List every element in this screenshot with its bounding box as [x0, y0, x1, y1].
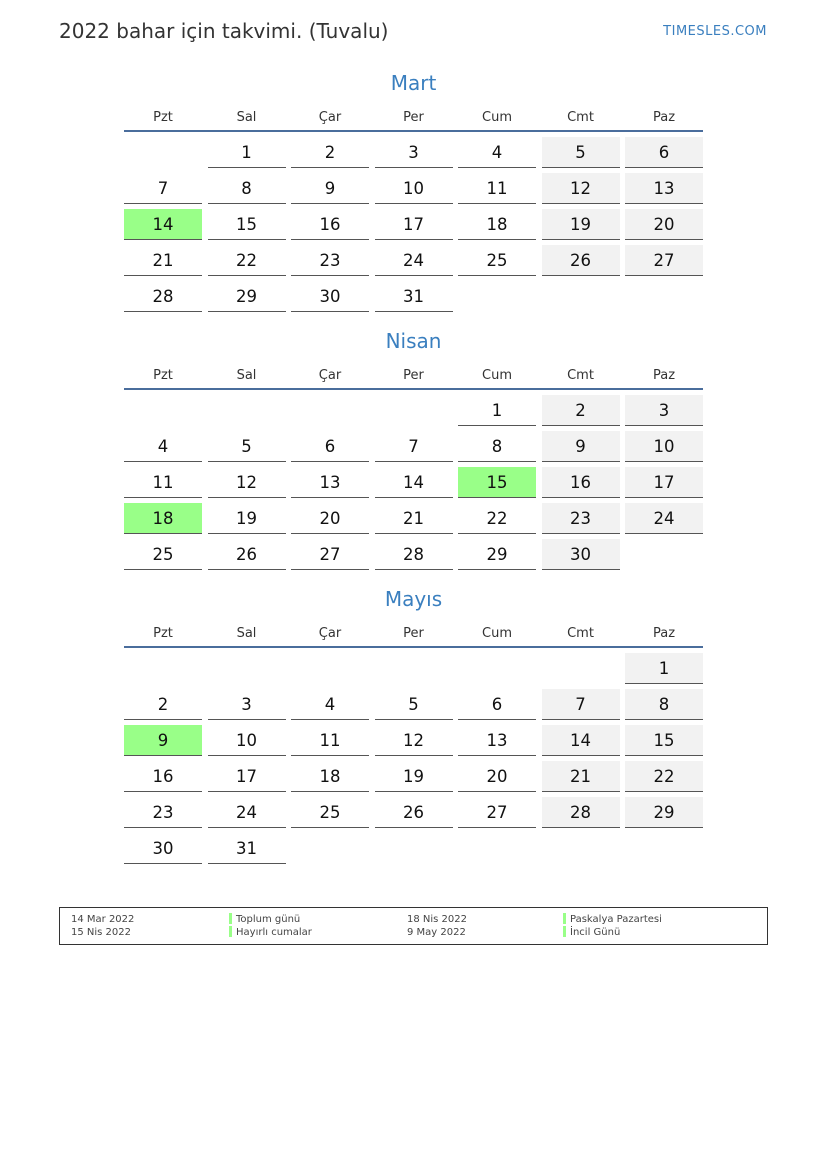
day-cell: 1	[208, 137, 286, 168]
legend-holiday-name: İncil Günü	[570, 927, 621, 938]
site-logo[interactable]: TIMESLES.COM	[663, 24, 767, 39]
weekday-label: Cmt	[567, 626, 594, 641]
weekday-label: Per	[403, 110, 424, 125]
day-cell: 11	[458, 173, 536, 204]
day-cell: 4	[124, 431, 202, 462]
weekday-label: Pzt	[153, 110, 173, 125]
legend-holiday	[229, 913, 300, 926]
day-cell: 5	[375, 689, 453, 720]
empty-cell	[458, 653, 536, 684]
day-cell: 17	[625, 467, 703, 498]
day-cell: 28	[124, 281, 202, 312]
day-cell: 20	[458, 761, 536, 792]
day-cell: 1	[458, 395, 536, 426]
day-cell: 3	[375, 137, 453, 168]
empty-cell	[291, 653, 369, 684]
day-cell-holiday: 15	[458, 467, 536, 498]
day-cell: 17	[375, 209, 453, 240]
day-cell: 16	[291, 209, 369, 240]
day-cell: 10	[375, 173, 453, 204]
day-cell: 26	[208, 539, 286, 570]
day-cell-holiday: 14	[124, 209, 202, 240]
day-cell: 27	[458, 797, 536, 828]
day-cell: 25	[291, 797, 369, 828]
day-cell: 6	[458, 689, 536, 720]
legend-holiday-name: Paskalya Pazartesi	[570, 914, 662, 925]
empty-cell	[124, 653, 202, 684]
day-cell: 10	[625, 431, 703, 462]
day-cell: 11	[124, 467, 202, 498]
day-cell: 9	[291, 173, 369, 204]
day-cell: 19	[375, 761, 453, 792]
day-cell: 9	[542, 431, 620, 462]
weekday-header	[124, 106, 703, 132]
empty-cell	[124, 137, 202, 168]
day-grid	[124, 653, 703, 864]
weekday-label: Sal	[236, 110, 257, 125]
weekday-label: Pzt	[153, 368, 173, 383]
day-cell: 5	[542, 137, 620, 168]
legend-date: 14 Mar 2022	[71, 914, 135, 925]
day-cell: 24	[208, 797, 286, 828]
day-cell: 23	[542, 503, 620, 534]
day-cell: 31	[208, 833, 286, 864]
empty-cell	[291, 395, 369, 426]
empty-cell	[208, 653, 286, 684]
holiday-legend	[59, 907, 768, 945]
legend-date: 15 Nis 2022	[71, 927, 131, 938]
weekday-label: Per	[403, 626, 424, 641]
day-cell-holiday: 18	[124, 503, 202, 534]
day-cell: 12	[375, 725, 453, 756]
weekday-label: Cum	[482, 626, 512, 641]
empty-cell	[542, 653, 620, 684]
day-cell: 4	[291, 689, 369, 720]
month-april	[124, 328, 703, 570]
weekday-label: Çar	[318, 368, 342, 383]
day-cell: 16	[124, 761, 202, 792]
day-cell: 24	[375, 245, 453, 276]
day-cell: 8	[625, 689, 703, 720]
month-title: Mayıs	[384, 587, 443, 611]
day-cell: 28	[375, 539, 453, 570]
day-cell: 24	[625, 503, 703, 534]
day-cell: 29	[458, 539, 536, 570]
day-cell: 21	[375, 503, 453, 534]
month-title: Nisan	[385, 329, 442, 353]
day-cell: 2	[124, 689, 202, 720]
day-cell: 27	[625, 245, 703, 276]
day-cell: 10	[208, 725, 286, 756]
day-grid	[124, 137, 703, 312]
empty-cell	[208, 395, 286, 426]
day-cell: 13	[625, 173, 703, 204]
weekday-label: Pzt	[153, 626, 173, 641]
day-cell: 30	[542, 539, 620, 570]
weekday-label: Paz	[652, 368, 676, 383]
day-cell: 15	[625, 725, 703, 756]
weekday-label: Cmt	[567, 110, 594, 125]
day-cell: 18	[458, 209, 536, 240]
day-cell: 7	[124, 173, 202, 204]
day-cell: 2	[291, 137, 369, 168]
legend-date: 18 Nis 2022	[407, 914, 467, 925]
day-cell: 13	[458, 725, 536, 756]
weekday-label: Cum	[482, 368, 512, 383]
day-cell: 25	[458, 245, 536, 276]
holiday-color-marker	[563, 913, 566, 924]
day-cell: 15	[208, 209, 286, 240]
month-title: Mart	[390, 71, 437, 95]
legend-date: 9 May 2022	[407, 927, 466, 938]
legend-holiday	[563, 926, 620, 939]
day-cell: 7	[375, 431, 453, 462]
weekday-label: Çar	[318, 626, 342, 641]
day-cell: 23	[124, 797, 202, 828]
day-cell: 21	[124, 245, 202, 276]
day-cell: 31	[375, 281, 453, 312]
day-cell: 7	[542, 689, 620, 720]
day-cell: 22	[208, 245, 286, 276]
day-cell: 14	[375, 467, 453, 498]
day-cell: 18	[291, 761, 369, 792]
day-cell: 22	[458, 503, 536, 534]
day-cell-holiday: 9	[124, 725, 202, 756]
weekday-header	[124, 364, 703, 390]
day-cell: 12	[208, 467, 286, 498]
day-cell: 28	[542, 797, 620, 828]
day-cell: 22	[625, 761, 703, 792]
day-cell: 4	[458, 137, 536, 168]
day-cell: 3	[208, 689, 286, 720]
day-cell: 8	[458, 431, 536, 462]
empty-cell	[375, 653, 453, 684]
day-cell: 26	[542, 245, 620, 276]
legend-holiday	[229, 926, 312, 939]
day-cell: 16	[542, 467, 620, 498]
month-march	[124, 70, 703, 312]
legend-holiday-name: Toplum günü	[236, 914, 301, 925]
day-cell: 20	[291, 503, 369, 534]
day-cell: 30	[291, 281, 369, 312]
calendar-months	[124, 70, 703, 864]
day-cell: 17	[208, 761, 286, 792]
day-cell: 25	[124, 539, 202, 570]
empty-cell	[124, 395, 202, 426]
day-cell: 20	[625, 209, 703, 240]
weekday-label: Sal	[236, 368, 257, 383]
day-cell: 23	[291, 245, 369, 276]
page-title: 2022 bahar için takvimi. (Tuvalu)	[59, 19, 389, 43]
weekday-label: Sal	[236, 626, 257, 641]
weekday-label: Per	[403, 368, 424, 383]
holiday-color-marker	[563, 926, 566, 937]
weekday-label: Çar	[318, 110, 342, 125]
day-cell: 12	[542, 173, 620, 204]
day-cell: 19	[542, 209, 620, 240]
day-cell: 8	[208, 173, 286, 204]
weekday-label: Cum	[482, 110, 512, 125]
weekday-label: Paz	[652, 110, 676, 125]
day-cell: 29	[208, 281, 286, 312]
day-cell: 6	[291, 431, 369, 462]
day-cell: 13	[291, 467, 369, 498]
day-cell: 1	[625, 653, 703, 684]
day-grid	[124, 395, 703, 570]
day-cell: 29	[625, 797, 703, 828]
day-cell: 2	[542, 395, 620, 426]
day-cell: 14	[542, 725, 620, 756]
day-cell: 19	[208, 503, 286, 534]
weekday-label: Paz	[652, 626, 676, 641]
month-may	[124, 586, 703, 864]
holiday-color-marker	[229, 926, 232, 937]
day-cell: 26	[375, 797, 453, 828]
legend-holiday-name: Hayırlı cumalar	[236, 927, 312, 938]
day-cell: 27	[291, 539, 369, 570]
weekday-header	[124, 622, 703, 648]
weekday-label: Cmt	[567, 368, 594, 383]
day-cell: 30	[124, 833, 202, 864]
day-cell: 3	[625, 395, 703, 426]
empty-cell	[375, 395, 453, 426]
day-cell: 21	[542, 761, 620, 792]
day-cell: 11	[291, 725, 369, 756]
legend-holiday	[563, 913, 662, 926]
holiday-color-marker	[229, 913, 232, 924]
day-cell: 5	[208, 431, 286, 462]
day-cell: 6	[625, 137, 703, 168]
